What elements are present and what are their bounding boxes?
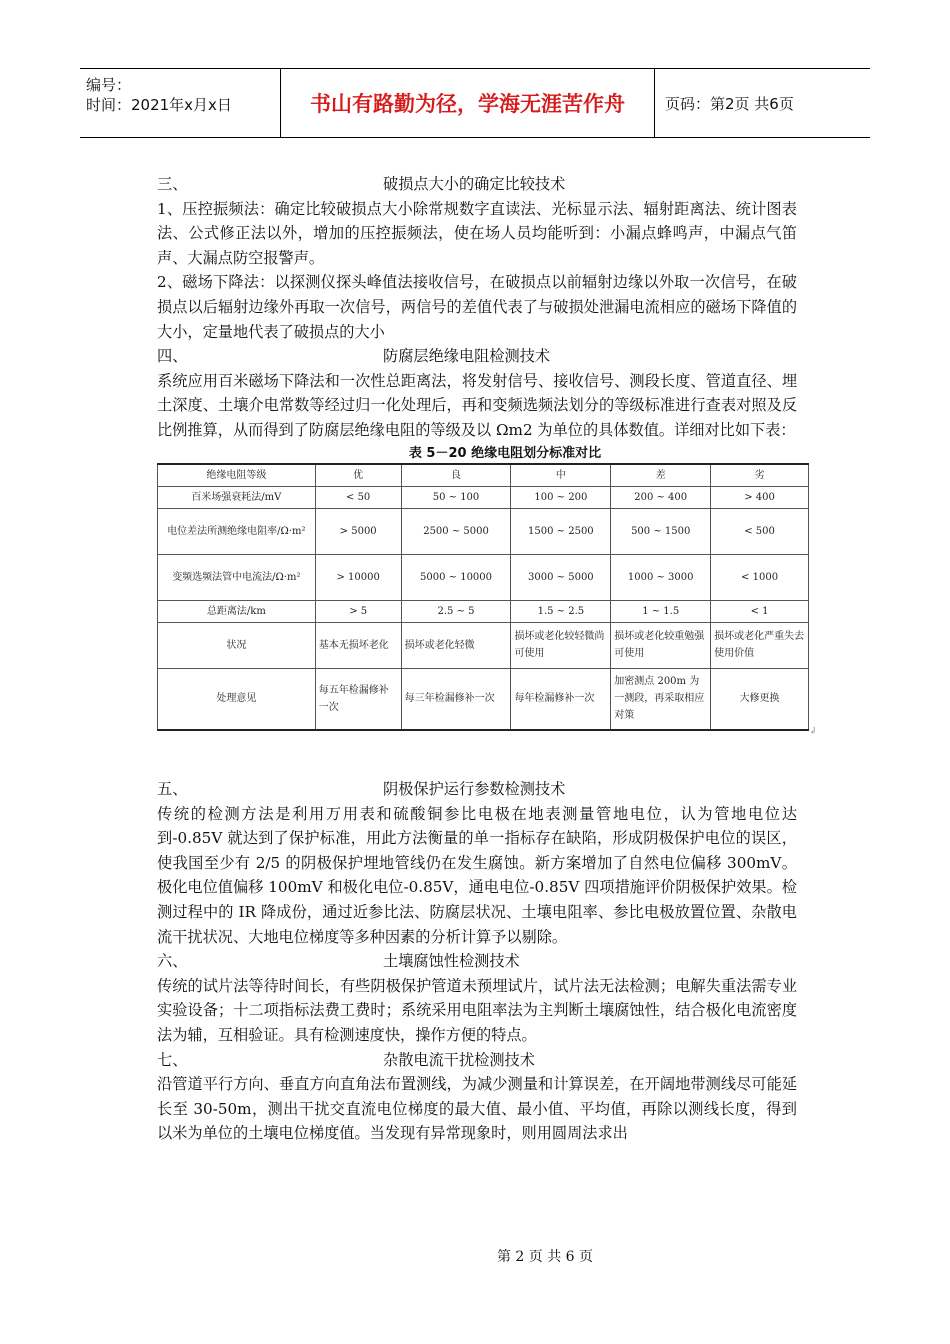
table-cell: 百米场强衰耗法/mV	[158, 486, 316, 508]
table-cell: 2500 ~ 5000	[401, 508, 511, 554]
table-header-cell: 绝缘电阻等级	[158, 464, 316, 487]
table-cell: > 10000	[315, 554, 401, 600]
table-cell: 5000 ~ 10000	[401, 554, 511, 600]
table-cell: 1 ~ 1.5	[611, 600, 711, 622]
table-row	[158, 508, 809, 554]
header-motto: 书山有路勤为径，学海无涯苦作舟	[281, 69, 655, 137]
paragraph: 系统应用百米磁场下降法和一次性总距离法，将发射信号、接收信号、测段长度、管道直径、埋土深度、土壤介电常数等经过归一化处理后，再和变频选频法划分的等级标准进行查表对照及反比例推算，从而得到了防腐层绝缘电阻的等级及以 Ωm2 为单位的具体数值。详细对比如下表：	[157, 371, 797, 439]
table-cell: 1.5 ~ 2.5	[511, 600, 611, 622]
paragraph: 沿管道平行方向、垂直方向直角法布置测线，为减少测量和计算误差，在开阔地带测线尽可能延长至 30-50m，测出干扰交直流电位梯度的最大值、最小值、平均值，再除以测线长度，得到以米为单位的土壤电位梯度值。当发现有异常现象时，则用圆周法求出	[157, 1075, 797, 1143]
section-number: 三、	[157, 175, 188, 193]
table-cell: < 500	[711, 508, 809, 554]
table-cell: < 50	[315, 486, 401, 508]
table-cell: 损坏或老化较轻微尚可使用	[511, 622, 611, 668]
header-info-cell	[80, 69, 281, 137]
table-cell: > 5	[315, 600, 401, 622]
section-title: 阴极保护运行参数检测技术	[383, 780, 566, 799]
section-number: 五、	[157, 780, 188, 799]
page-footer	[0, 1246, 950, 1266]
table-row	[158, 668, 809, 730]
table-cell: 100 ~ 200	[511, 486, 611, 508]
table-row	[158, 486, 809, 508]
section-title: 防腐层绝缘电阻检测技术	[383, 347, 551, 366]
table-title: 表 5－20 绝缘电阻划分标准对比	[408, 445, 602, 461]
paragraph-mark: ↲	[808, 726, 817, 738]
section-heading-6	[157, 949, 797, 974]
table-cell: 电位差法所测绝缘电阻率/Ω·m²	[158, 508, 316, 554]
table-cell: 每五年检漏修补一次	[315, 668, 401, 730]
table-cell: 损坏或老化轻微	[401, 622, 511, 668]
paragraph: 2、磁场下降法：以探测仪探头峰值法接收信号，在破损点以前辐射边缘以外取一次信号，在破损点以后辐射边缘外再取一次信号，两信号的差值代表了与破损处泄漏电流相应的磁场下降值的大小，定量地代表了破损点的大小	[157, 273, 797, 341]
table-cell: < 1000	[711, 554, 809, 600]
paragraph: 1、压控振频法：确定比较破损点大小除常规数字直读法、光标显示法、辐射距离法、统计图表法、公式修正法以外，增加的压控振频法，使在场人员均能听到：小漏点蜂鸣声，中漏点气笛声、大漏点防空报警声。	[157, 199, 797, 267]
paragraph: 传统的试片法等待时间长，有些阴极保护管道未预埋试片，试片法无法检测；电解失重法需专业实验设备；十二项指标法费工费时；系统采用电阻率法为主判断土壤腐蚀性，结合极化电流密度法为辅，互相验证。具有检测速度快，操作方便的特点。	[157, 976, 797, 1044]
footer-page-number: 第 2 页 共 6 页	[496, 1249, 594, 1265]
table-cell: 处理意见	[158, 668, 316, 730]
table-cell: > 5000	[315, 508, 401, 554]
section-heading-3	[157, 172, 797, 197]
table-header-cell: 良	[401, 464, 511, 487]
table-cell: 1500 ~ 2500	[511, 508, 611, 554]
section-number: 七、	[157, 1050, 188, 1069]
table-cell: 200 ~ 400	[611, 486, 711, 508]
table-header-cell: 中	[511, 464, 611, 487]
table-header-cell: 优	[315, 464, 401, 487]
paragraph: 传统的检测方法是利用万用表和硫酸铜参比电极在地表测量管地电位，认为管地电位达到-0.85V 就达到了保护标准，用此方法衡量的单一指标存在缺陷，形成阴极保护电位的误区，使我国至少有 2/5 的阴极保护埋地管线仍在发生腐蚀。新方案增加了自然电位偏移 300mV。极化电位值偏移 100mV 和极化电位-0.85V，通电电位-0.85V 四项措施评价阴极保护效果。检测过程中的 IR 降成份，通过近参比法、防腐层状况、土壤电阻率、参比电极放置位置、杂散电流干扰状况、大地电位梯度等多种因素的分析计算予以剔除。	[157, 804, 797, 946]
doc-number-label: 编号：	[86, 76, 132, 94]
table-row	[158, 622, 809, 668]
table-header-row	[158, 464, 809, 487]
table-cell: 每年检漏修补一次	[511, 668, 611, 730]
table-row	[158, 600, 809, 622]
table-cell: 损坏或老化较重勉强可使用	[611, 622, 711, 668]
table-cell: 基本无损坏老化	[315, 622, 401, 668]
table-cell: 大修更换	[711, 668, 809, 730]
section-number: 四、	[157, 347, 188, 366]
table-header-cell: 差	[611, 464, 711, 487]
page-header	[80, 68, 870, 138]
resistance-table	[157, 463, 809, 732]
table-cell: 损坏或老化严重失去使用价值	[711, 622, 809, 668]
section-number: 六、	[157, 952, 188, 971]
table-cell: 50 ~ 100	[401, 486, 511, 508]
table-cell: < 1	[711, 600, 809, 622]
table-cell: 总距离法/km	[158, 600, 316, 622]
section-title: 土壤腐蚀性检测技术	[383, 952, 520, 971]
table-cell: 500 ~ 1500	[611, 508, 711, 554]
table-cell: 3000 ~ 5000	[511, 554, 611, 600]
table-cell: 每三年检漏修补一次	[401, 668, 511, 730]
header-page-info: 页码：第2页 共6页	[665, 94, 794, 113]
section-heading-4	[157, 344, 797, 369]
table-header-cell: 劣	[711, 464, 809, 487]
table-cell: 变频选频法管中电流法/Ω·m²	[158, 554, 316, 600]
section-title: 破损点大小的确定比较技术	[383, 175, 566, 193]
table-cell: 2.5 ~ 5	[401, 600, 511, 622]
table-cell: 状况	[158, 622, 316, 668]
table-cell: 加密测点 200m 为一测段，再采取相应对策	[611, 668, 711, 730]
table-row	[158, 554, 809, 600]
table-cell: 1000 ~ 3000	[611, 554, 711, 600]
document-body	[157, 172, 817, 1146]
table-cell: > 400	[711, 486, 809, 508]
resistance-table-figure	[157, 445, 817, 738]
section-title: 杂散电流干扰检测技术	[383, 1050, 535, 1069]
doc-date-label: 时间：2021年x月x日	[86, 96, 232, 114]
section-heading-5	[157, 777, 797, 802]
section-heading-7	[157, 1048, 797, 1073]
